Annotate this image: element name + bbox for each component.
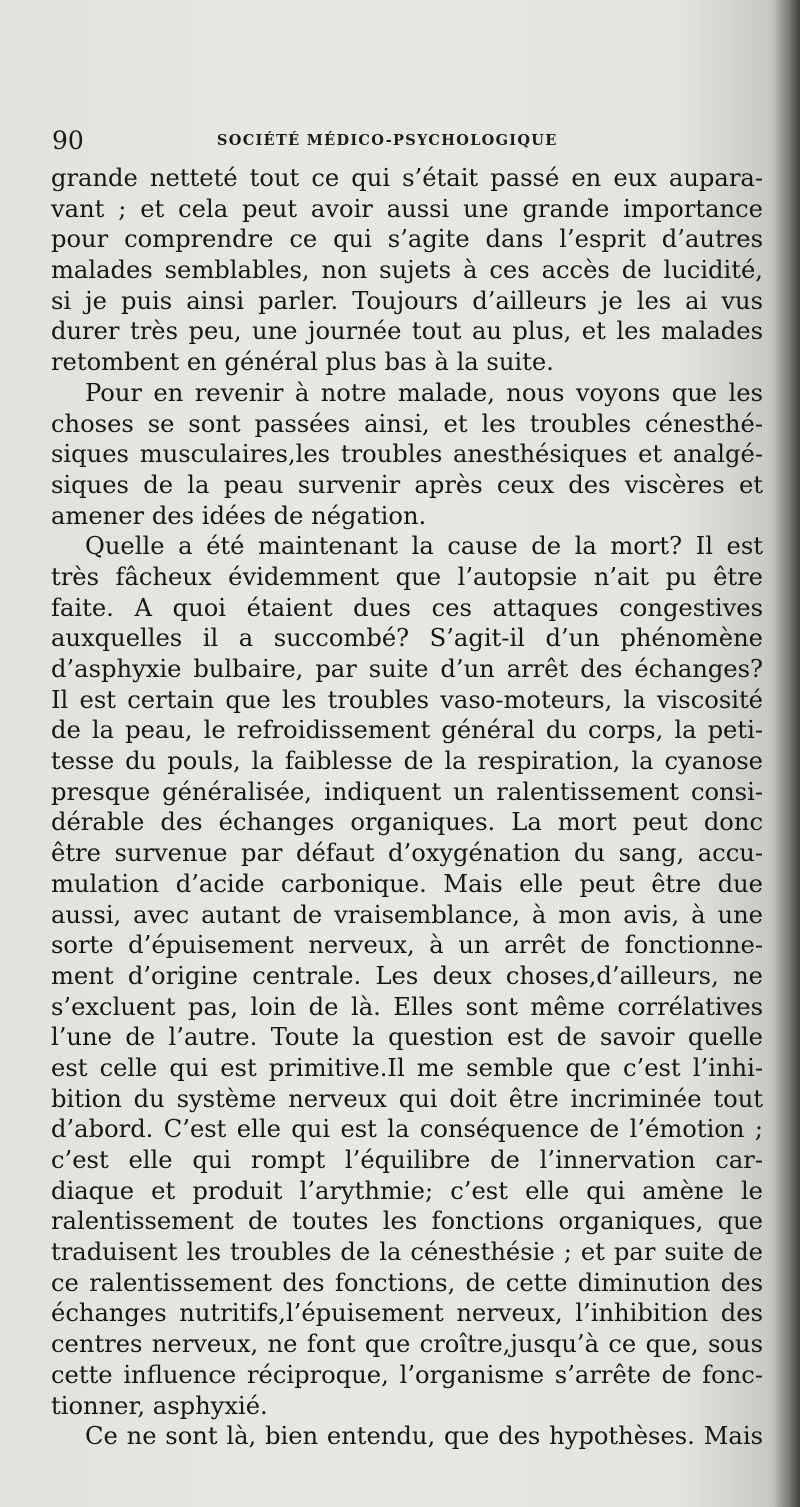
text-line: amener des idées de négation. (51, 501, 427, 530)
text-line: siques musculaires,les troubles anesthésiques et analgé- (51, 440, 763, 469)
text-line: cette influence réciproque, l’organisme s’arrête de fonc- (51, 1360, 763, 1389)
page-edge-shadow (774, 0, 800, 1507)
text-line: siques de la peau survenir après ceux des viscères et (51, 470, 763, 499)
text-line: c’est elle qui rompt l’équilibre de l’innervation car- (51, 1146, 763, 1174)
text-line: est celle qui est primitive.Il me semble que c’est l’inhi- (51, 1053, 763, 1082)
text-line: sorte d’épuisement nerveux, à un arrêt de fonctionne- (51, 931, 763, 960)
text-line: dérable des échanges organiques. La mort peut donc (51, 808, 763, 837)
text-line: tionner, asphyxié. (51, 1391, 268, 1420)
text-line: pour comprendre ce qui s’agite dans l’esprit d’autres (51, 225, 763, 254)
body-text (51, 163, 763, 1452)
text-line: auxquelles il a succombé? S’agit-il d’un phénomène (51, 624, 763, 653)
text-line: Quelle a été maintenant la cause de la mort? Il est (85, 532, 763, 561)
text-line: Il est certain que les troubles vaso-moteurs, la viscosité (51, 685, 763, 714)
text-line: de la peau, le refroidissement général du corps, la peti- (51, 716, 763, 745)
text-line: l’une de l’autre. Toute la question est de savoir quelle (51, 1023, 763, 1052)
text-line: Ce ne sont là, bien entendu, que des hypothèses. Mais (85, 1422, 763, 1451)
text-line: malades semblables, non sujets à ces accès de lucidité, (51, 256, 763, 285)
text-line: traduisent les troubles de la cénesthésie ; et par suite de (51, 1238, 763, 1267)
text-line: ralentissement de toutes les fonctions organiques, que (51, 1207, 763, 1236)
text-line: diaque et produit l’arythmie; c’est elle qui amène le (51, 1176, 763, 1205)
text-line: très fâcheux évidemment que l’autopsie n’ait pu être (51, 562, 763, 591)
text-line: mulation d’acide carbonique. Mais elle peut être due (51, 869, 763, 898)
text-line: échanges nutritifs,l’épuisement nerveux, l’inhibition des (51, 1299, 763, 1328)
text-line: faite. A quoi étaient dues ces attaques congestives (51, 593, 763, 622)
text-line: Pour en revenir à notre malade, nous voyons que les (85, 378, 763, 407)
text-line: choses se sont passées ainsi, et les troubles cénesthé- (51, 409, 763, 438)
text-line: s’excluent pas, loin de là. Elles sont même corrélatives (51, 992, 763, 1021)
text-line: vant ; et cela peut avoir aussi une grande importance (51, 194, 763, 223)
text-line: centres nerveux, ne font que croître,jusqu’à ce que, sous (51, 1330, 763, 1359)
text-line: presque généralisée, indiquent un ralentissement consi- (51, 777, 763, 806)
page-number: 90 (52, 126, 84, 155)
page-header (52, 126, 752, 156)
text-line: être survenue par défaut d’oxygénation du sang, accu- (51, 839, 763, 868)
text-line: si je puis ainsi parler. Toujours d’ailleurs je les ai vus (51, 286, 763, 315)
text-line: ment d’origine centrale. Les deux choses,d’ailleurs, ne (51, 961, 763, 990)
running-head: SOCIÉTÉ MÉDICO-PSYCHOLOGIQUE (217, 132, 558, 149)
text-line: aussi, avec autant de vraisemblance, à mon avis, à une (51, 900, 763, 929)
text-line: d’abord. C’est elle qui est la conséquence de l’émotion ; (51, 1115, 763, 1144)
text-line: durer très peu, une journée tout au plus, et les malades (51, 317, 763, 346)
text-line: ce ralentissement des fonctions, de cette diminution des (51, 1268, 763, 1297)
text-line: d’asphyxie bulbaire, par suite d’un arrêt des échanges? (51, 655, 763, 683)
text-line: retombent en général plus bas à la suite. (51, 348, 554, 377)
text-line: tesse du pouls, la faiblesse de la respiration, la cyanose (51, 747, 763, 776)
text-line: bition du système nerveux qui doit être incriminée tout (51, 1084, 763, 1113)
text-line: grande netteté tout ce qui s’était passé en eux aupara- (51, 164, 763, 192)
